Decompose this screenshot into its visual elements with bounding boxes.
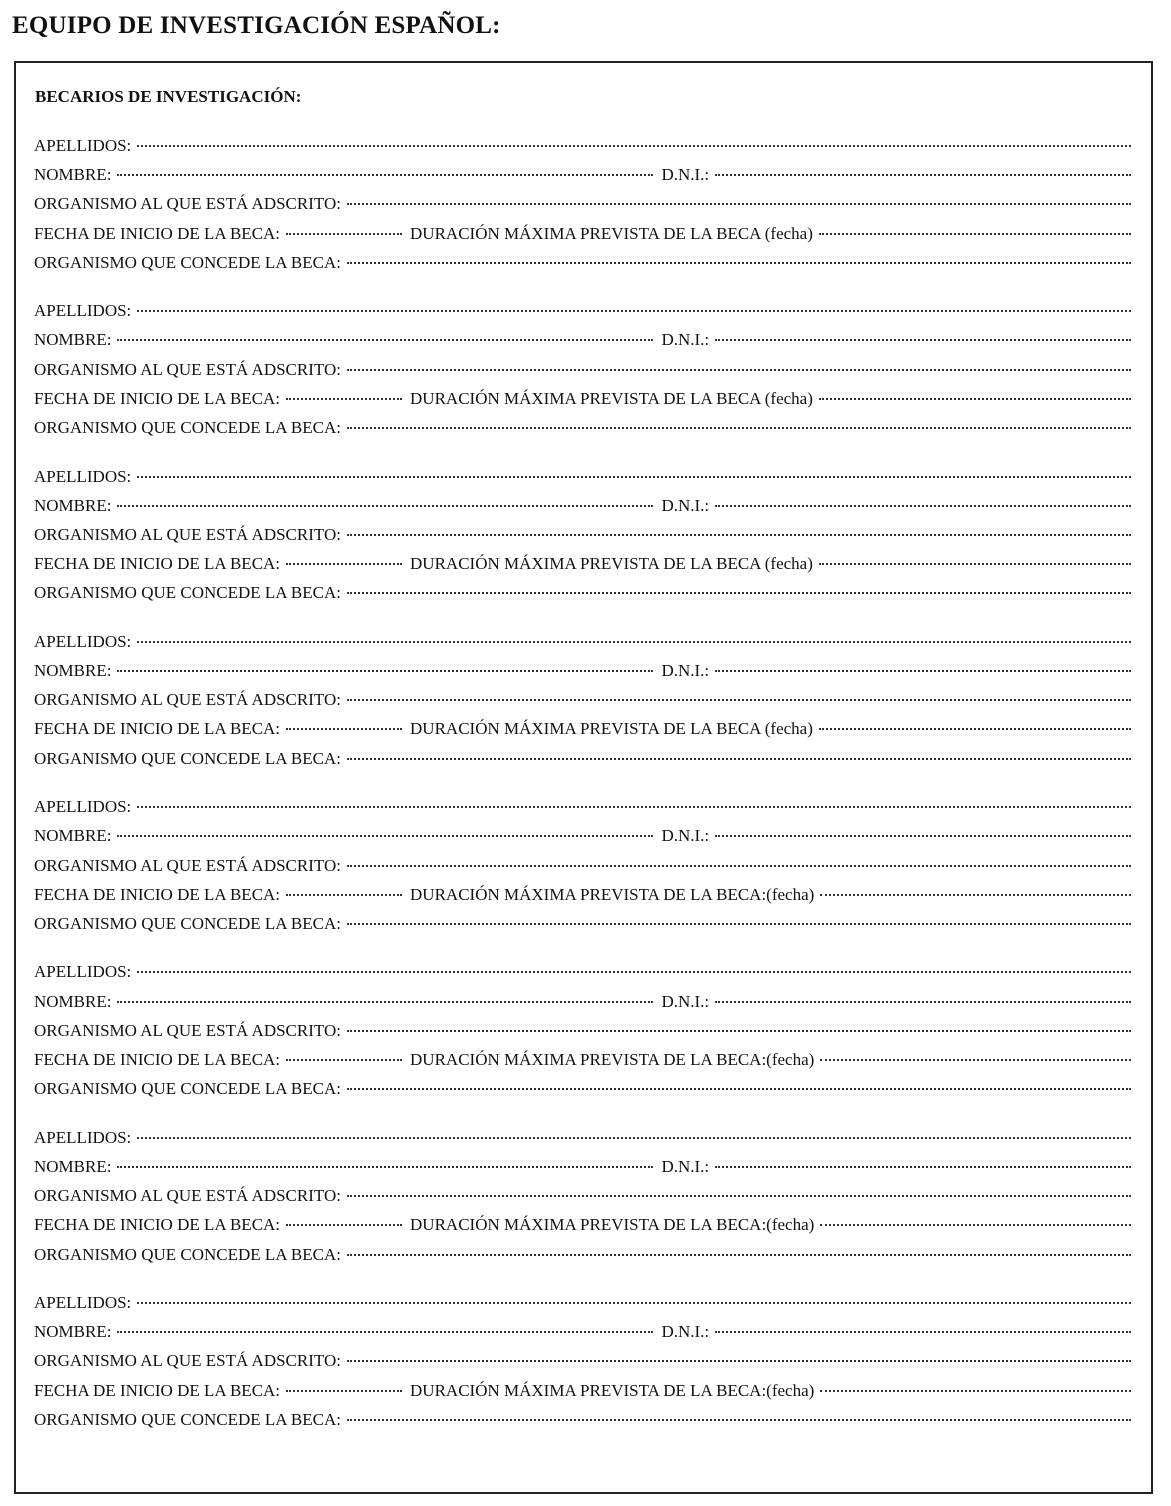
organismo-adscrito-field[interactable] [347, 1030, 1131, 1032]
duracion-field[interactable] [820, 894, 1131, 896]
fecha-inicio-field[interactable] [286, 1059, 402, 1061]
organismo-concede-row [34, 413, 1134, 442]
nombre-row [34, 325, 1134, 354]
fecha-inicio-label: FECHA DE INICIO DE LA BECA: [34, 388, 281, 408]
organismo-adscrito-label: ORGANISMO AL QUE ESTÁ ADSCRITO: [34, 1020, 341, 1040]
nombre-field[interactable] [117, 1331, 653, 1333]
fecha-inicio-field[interactable] [286, 563, 402, 565]
dni-field[interactable] [715, 1331, 1131, 1333]
nombre-label: NOMBRE: [34, 1322, 112, 1342]
organismo-adscrito-row [34, 851, 1134, 880]
nombre-label: NOMBRE: [34, 495, 112, 515]
organismo-adscrito-field[interactable] [347, 1195, 1131, 1197]
organismo-adscrito-field[interactable] [347, 203, 1131, 205]
nombre-field[interactable] [117, 174, 653, 176]
nombre-row [34, 1317, 1134, 1346]
apellidos-label: APELLIDOS: [34, 1127, 132, 1147]
organismo-concede-row [34, 248, 1134, 277]
organismo-adscrito-field[interactable] [347, 369, 1131, 371]
organismo-adscrito-label: ORGANISMO AL QUE ESTÁ ADSCRITO: [34, 1186, 341, 1206]
fecha-inicio-field[interactable] [286, 1390, 402, 1392]
fecha-duracion-row [34, 549, 1134, 578]
apellidos-row [34, 462, 1134, 491]
organismo-concede-label: ORGANISMO QUE CONCEDE LA BECA: [34, 748, 341, 768]
nombre-row [34, 987, 1134, 1016]
nombre-field[interactable] [117, 1001, 653, 1003]
duracion-label: DURACIÓN MÁXIMA PREVISTA DE LA BECA (fecha) [410, 719, 813, 739]
becario-record [34, 627, 1134, 792]
dni-label: D.N.I.: [661, 661, 710, 681]
nombre-label: NOMBRE: [34, 1156, 112, 1176]
organismo-adscrito-field[interactable] [347, 699, 1131, 701]
fecha-inicio-label: FECHA DE INICIO DE LA BECA: [34, 554, 281, 574]
nombre-row [34, 491, 1134, 520]
nombre-label: NOMBRE: [34, 991, 112, 1011]
becario-record [34, 1123, 1134, 1288]
duracion-field[interactable] [820, 1224, 1131, 1226]
organismo-concede-row [34, 578, 1134, 607]
duracion-field[interactable] [819, 563, 1131, 565]
dni-label: D.N.I.: [661, 826, 710, 846]
apellidos-field[interactable] [137, 1302, 1131, 1304]
dni-field[interactable] [715, 670, 1131, 672]
organismo-concede-row [34, 1074, 1134, 1103]
records-list [34, 131, 1134, 1453]
nombre-label: NOMBRE: [34, 330, 112, 350]
apellidos-field[interactable] [137, 145, 1131, 147]
duracion-label: DURACIÓN MÁXIMA PREVISTA DE LA BECA (fecha) [410, 223, 813, 243]
organismo-adscrito-label: ORGANISMO AL QUE ESTÁ ADSCRITO: [34, 1351, 341, 1371]
dni-field[interactable] [715, 1166, 1131, 1168]
duracion-label: DURACIÓN MÁXIMA PREVISTA DE LA BECA:(fecha) [410, 1215, 815, 1235]
organismo-concede-label: ORGANISMO QUE CONCEDE LA BECA: [34, 252, 341, 272]
becario-record [34, 131, 1134, 296]
becario-record [34, 296, 1134, 461]
apellidos-label: APELLIDOS: [34, 962, 132, 982]
organismo-adscrito-row [34, 520, 1134, 549]
apellidos-field[interactable] [137, 641, 1131, 643]
apellidos-row [34, 792, 1134, 821]
nombre-label: NOMBRE: [34, 661, 112, 681]
fecha-duracion-row [34, 219, 1134, 248]
page-title: EQUIPO DE INVESTIGACIÓN ESPAÑOL: [12, 12, 501, 39]
organismo-adscrito-label: ORGANISMO AL QUE ESTÁ ADSCRITO: [34, 194, 341, 214]
organismo-adscrito-row [34, 355, 1134, 384]
organismo-concede-label: ORGANISMO QUE CONCEDE LA BECA: [34, 583, 341, 603]
nombre-label: NOMBRE: [34, 826, 112, 846]
nombre-field[interactable] [117, 505, 653, 507]
fecha-inicio-label: FECHA DE INICIO DE LA BECA: [34, 719, 281, 739]
fecha-duracion-row [34, 1045, 1134, 1074]
organismo-concede-field[interactable] [347, 1088, 1131, 1090]
organismo-concede-field[interactable] [347, 427, 1131, 429]
dni-field[interactable] [715, 835, 1131, 837]
organismo-adscrito-row [34, 1181, 1134, 1210]
dni-label: D.N.I.: [661, 165, 710, 185]
nombre-field[interactable] [117, 1166, 653, 1168]
apellidos-field[interactable] [137, 1137, 1131, 1139]
apellidos-row [34, 1288, 1134, 1317]
fecha-inicio-label: FECHA DE INICIO DE LA BECA: [34, 223, 281, 243]
fecha-duracion-row [34, 880, 1134, 909]
organismo-adscrito-row [34, 189, 1134, 218]
apellidos-label: APELLIDOS: [34, 466, 132, 486]
nombre-row [34, 656, 1134, 685]
duracion-field[interactable] [820, 1390, 1131, 1392]
organismo-adscrito-field[interactable] [347, 534, 1131, 536]
organismo-concede-label: ORGANISMO QUE CONCEDE LA BECA: [34, 913, 341, 933]
apellidos-row [34, 131, 1134, 160]
apellidos-field[interactable] [137, 971, 1131, 973]
nombre-label: NOMBRE: [34, 165, 112, 185]
apellidos-label: APELLIDOS: [34, 301, 132, 321]
organismo-concede-label: ORGANISMO QUE CONCEDE LA BECA: [34, 418, 341, 438]
organismo-concede-label: ORGANISMO QUE CONCEDE LA BECA: [34, 1409, 341, 1429]
organismo-adscrito-row [34, 1016, 1134, 1045]
duracion-field[interactable] [819, 398, 1131, 400]
apellidos-row [34, 296, 1134, 325]
nombre-field[interactable] [117, 835, 653, 837]
apellidos-label: APELLIDOS: [34, 797, 132, 817]
form-box [14, 61, 1153, 1494]
organismo-adscrito-row [34, 685, 1134, 714]
fecha-inicio-field[interactable] [286, 728, 402, 730]
duracion-field[interactable] [819, 233, 1131, 235]
fecha-inicio-label: FECHA DE INICIO DE LA BECA: [34, 884, 281, 904]
fecha-duracion-row [34, 384, 1134, 413]
organismo-adscrito-field[interactable] [347, 865, 1131, 867]
duracion-field[interactable] [819, 728, 1131, 730]
fecha-duracion-row [34, 714, 1134, 743]
organismo-concede-field[interactable] [347, 592, 1131, 594]
fecha-inicio-field[interactable] [286, 1224, 402, 1226]
dni-label: D.N.I.: [661, 1156, 710, 1176]
organismo-concede-row [34, 1405, 1134, 1434]
duracion-label: DURACIÓN MÁXIMA PREVISTA DE LA BECA:(fecha) [410, 1380, 815, 1400]
apellidos-label: APELLIDOS: [34, 136, 132, 155]
duracion-label: DURACIÓN MÁXIMA PREVISTA DE LA BECA (fecha) [410, 554, 813, 574]
organismo-concede-field[interactable] [347, 923, 1131, 925]
nombre-row [34, 160, 1134, 189]
apellidos-field[interactable] [137, 476, 1131, 478]
organismo-concede-row [34, 744, 1134, 773]
nombre-row [34, 1152, 1134, 1181]
organismo-concede-field[interactable] [347, 262, 1131, 264]
fecha-inicio-field[interactable] [286, 894, 402, 896]
duracion-field[interactable] [820, 1059, 1131, 1061]
organismo-concede-field[interactable] [347, 758, 1131, 760]
section-title: BECARIOS DE INVESTIGACIÓN: [35, 87, 302, 106]
apellidos-label: APELLIDOS: [34, 631, 132, 651]
organismo-adscrito-field[interactable] [347, 1360, 1131, 1362]
becario-record [34, 957, 1134, 1122]
duracion-label: DURACIÓN MÁXIMA PREVISTA DE LA BECA:(fecha) [410, 884, 815, 904]
organismo-adscrito-label: ORGANISMO AL QUE ESTÁ ADSCRITO: [34, 855, 341, 875]
dni-label: D.N.I.: [661, 991, 710, 1011]
nombre-field[interactable] [117, 670, 653, 672]
organismo-concede-label: ORGANISMO QUE CONCEDE LA BECA: [34, 1079, 341, 1099]
dni-field[interactable] [715, 505, 1131, 507]
organismo-concede-field[interactable] [347, 1419, 1131, 1421]
organismo-concede-field[interactable] [347, 1254, 1131, 1256]
fecha-inicio-field[interactable] [286, 398, 402, 400]
apellidos-field[interactable] [137, 806, 1131, 808]
fecha-duracion-row [34, 1210, 1134, 1239]
fecha-duracion-row [34, 1376, 1134, 1405]
nombre-field[interactable] [117, 339, 653, 341]
dni-label: D.N.I.: [661, 1322, 710, 1342]
fecha-inicio-label: FECHA DE INICIO DE LA BECA: [34, 1215, 281, 1235]
duracion-label: DURACIÓN MÁXIMA PREVISTA DE LA BECA (fecha) [410, 388, 813, 408]
organismo-concede-row [34, 909, 1134, 938]
becario-record [34, 792, 1134, 957]
fecha-inicio-label: FECHA DE INICIO DE LA BECA: [34, 1050, 281, 1070]
dni-label: D.N.I.: [661, 495, 710, 515]
organismo-adscrito-label: ORGANISMO AL QUE ESTÁ ADSCRITO: [34, 359, 341, 379]
dni-field[interactable] [715, 174, 1131, 176]
dni-label: D.N.I.: [661, 330, 710, 350]
organismo-adscrito-label: ORGANISMO AL QUE ESTÁ ADSCRITO: [34, 690, 341, 710]
apellidos-row [34, 957, 1134, 986]
dni-field[interactable] [715, 339, 1131, 341]
duracion-label: DURACIÓN MÁXIMA PREVISTA DE LA BECA:(fecha) [410, 1050, 815, 1070]
becario-record [34, 1288, 1134, 1453]
apellidos-row [34, 1123, 1134, 1152]
apellidos-label: APELLIDOS: [34, 1293, 132, 1313]
dni-field[interactable] [715, 1001, 1131, 1003]
fecha-inicio-field[interactable] [286, 233, 402, 235]
organismo-concede-label: ORGANISMO QUE CONCEDE LA BECA: [34, 1244, 341, 1264]
organismo-adscrito-row [34, 1346, 1134, 1375]
apellidos-row [34, 627, 1134, 656]
apellidos-field[interactable] [137, 310, 1131, 312]
organismo-adscrito-label: ORGANISMO AL QUE ESTÁ ADSCRITO: [34, 524, 341, 544]
nombre-row [34, 821, 1134, 850]
becario-record [34, 462, 1134, 627]
fecha-inicio-label: FECHA DE INICIO DE LA BECA: [34, 1380, 281, 1400]
organismo-concede-row [34, 1240, 1134, 1269]
